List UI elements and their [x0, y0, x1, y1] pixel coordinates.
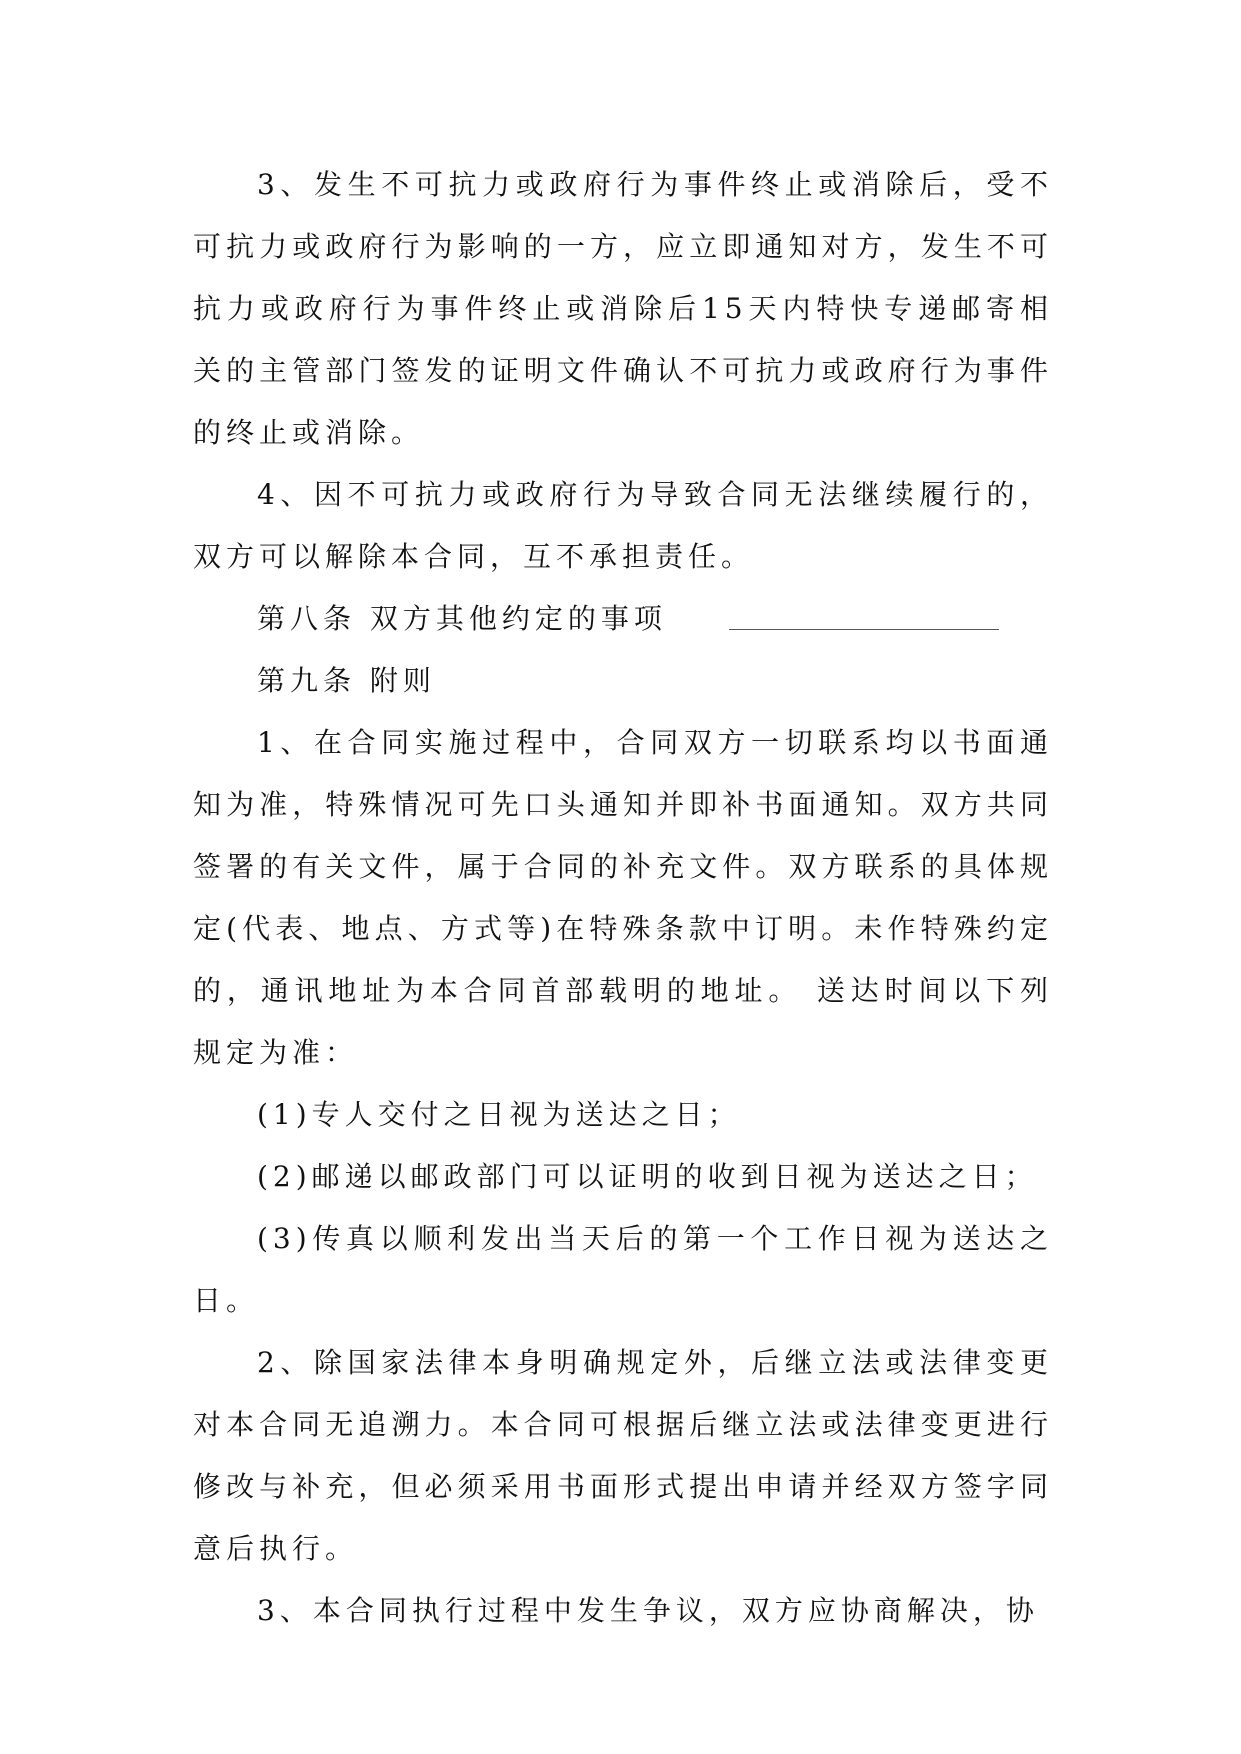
article-9-title: 第九条 附则	[257, 664, 436, 697]
fill-in-blank-line	[729, 628, 999, 630]
document-body	[193, 154, 1053, 1642]
clause-9-item-1: 1、在合同实施过程中，合同双方一切联系均以书面通知为准，特殊情况可先口头通知并即补书面通知。双方共同签署的有关文件，属于合同的补充文件。双方联系的具体规定(代表、地点、方式等)在特殊条款中订明。未作特殊约定的，通讯地址为本合同首部载明的地址。 送达时间以下列规定为准：	[193, 726, 1053, 1069]
clause-9-item-1-sub-1: (1)专人交付之日视为送达之日；	[257, 1098, 741, 1131]
clause-9-item-2: 2、除国家法律本身明确规定外，后继立法或法律变更对本合同无追溯力。本合同可根据后继立法或法律变更进行修改与补充，但必须采用书面形式提出申请并经双方签字同意后执行。	[193, 1346, 1053, 1565]
clause-7-item-3: 3、发生不可抗力或政府行为事件终止或消除后，受不可抗力或政府行为影响的一方，应立即通知对方，发生不可抗力或政府行为事件终止或消除后15天内特快专递邮寄相关的主管部门签发的证明文件确认不可抗力或政府行为事件的终止或消除。	[193, 168, 1053, 449]
clause-9-item-1-sub-2: (2)邮递以邮政部门可以证明的收到日视为送达之日；	[257, 1160, 1038, 1193]
clause-9-item-3: 3、本合同执行过程中发生争议，双方应协商解决，协	[257, 1594, 1039, 1627]
clause-7-item-4: 4、因不可抗力或政府行为导致合同无法继续履行的，双方可以解除本合同，互不承担责任。	[193, 478, 1053, 573]
article-8-title: 第八条 双方其他约定的事项	[257, 602, 667, 635]
clause-9-item-1-sub-3: (3)传真以顺利发出当天后的第一个工作日视为送达之日。	[193, 1222, 1053, 1317]
article-8-row	[193, 588, 1053, 650]
